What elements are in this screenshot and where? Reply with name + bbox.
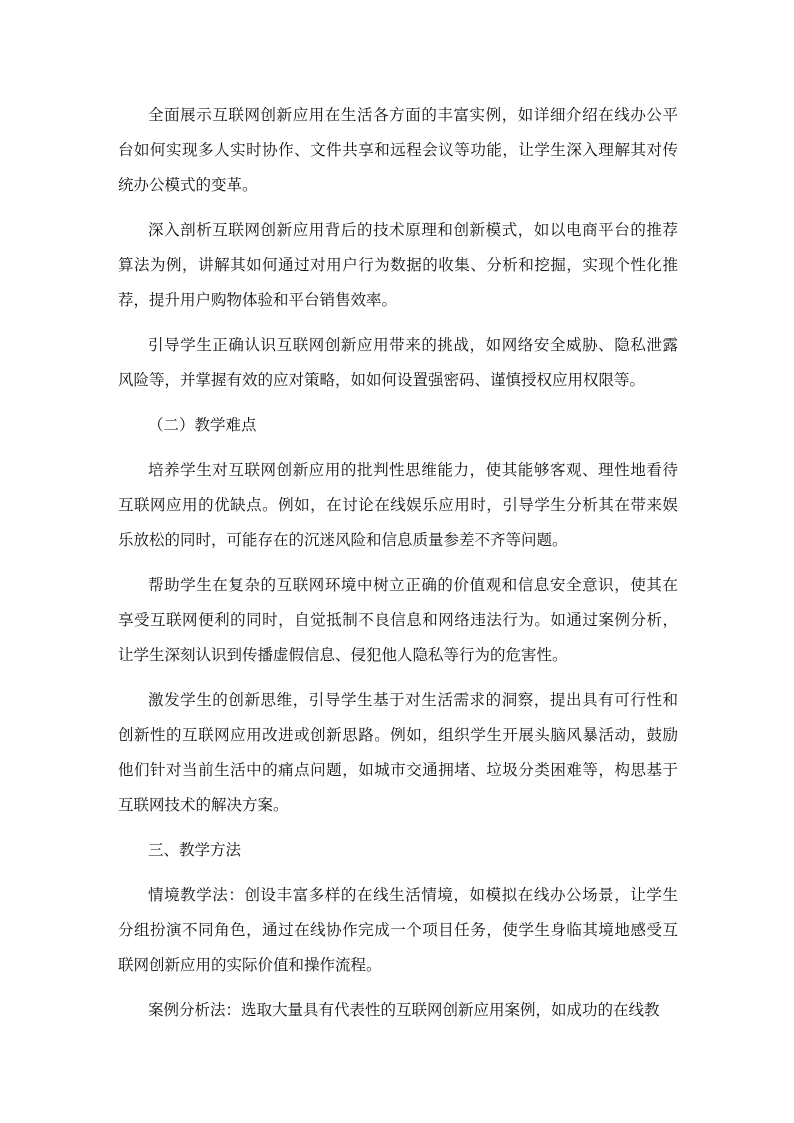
paragraph-line: 荐，提升用户购物体验和平台销售效率。 [118,291,398,309]
paragraph-line: 联网创新应用的实际价值和操作流程。 [118,956,382,974]
paragraph-line: 风险等，并掌握有效的应对策略，如如何设置强密码、谨慎授权应用权限等。 [118,371,646,389]
paragraph-line: 全面展示互联网创新应用在生活各方面的丰富实例，如详细介绍在线办公平 [148,106,678,124]
paragraph-line: 激发学生的创新思维，引导学生基于对生活需求的洞察，提出具有可行性和 [148,691,678,709]
body-paragraph [118,328,678,398]
paragraph-line: 帮助学生在复杂的互联网环境中树立正确的价值观和信息安全意识，使其在 [148,576,678,594]
paragraph-line: 统办公模式的变革。 [118,176,258,194]
paragraph-line: 让学生深刻认识到传播虚假信息、侵犯他人隐私等行为的危害性。 [118,646,568,664]
paragraph-line: 台如何实现多人实时协作、文件共享和远程会议等功能，让学生深入理解其对传 [118,141,678,159]
paragraph-line: 深入剖析互联网创新应用背后的技术原理和创新模式，如以电商平台的推荐 [148,221,678,239]
body-paragraph [118,878,678,983]
paragraph-line: 他们针对当前生活中的痛点问题，如城市交通拥堵、垃圾分类困难等，构思基于 [118,761,678,779]
paragraph-line: 互联网应用的优缺点。例如，在讨论在线娱乐应用时，引导学生分析其在带来娱 [118,496,678,514]
document-body [118,98,678,1038]
paragraph-line: 算法为例，讲解其如何通过对用户行为数据的收集、分析和挖掘，实现个性化推 [118,256,678,274]
body-paragraph [118,98,678,203]
section-heading [118,408,678,443]
paragraph-line: 引导学生正确认识互联网创新应用带来的挑战，如网络安全威胁、隐私泄露 [148,336,678,354]
section-heading [118,833,678,868]
paragraph-line: 创新性的互联网应用改进或创新思路。例如，组织学生开展头脑风暴活动，鼓励 [118,726,678,744]
body-paragraph [118,213,678,318]
paragraph-line: 享受互联网便利的同时，自觉抵制不良信息和网络违法行为。如通过案例分析， [118,611,678,629]
paragraph-line: 乐放松的同时，可能存在的沉迷风险和信息质量参差不齐等问题。 [118,531,568,549]
heading-text: 三、教学方法 [148,841,242,859]
paragraph-line: 情境教学法：创设丰富多样的在线生活情境，如模拟在线办公场景，让学生 [148,886,678,904]
body-paragraph [118,568,678,673]
paragraph-line: 分组扮演不同角色，通过在线协作完成一个项目任务，使学生身临其境地感受互 [118,921,678,939]
body-paragraph [118,683,678,823]
body-paragraph [118,993,678,1028]
heading-text: （二）教学难点 [148,416,257,434]
paragraph-line: 培养学生对互联网创新应用的批判性思维能力，使其能够客观、理性地看待 [148,461,678,479]
paragraph-line: 互联网技术的解决方案。 [118,796,289,814]
body-paragraph [118,453,678,558]
paragraph-line: 案例分析法：选取大量具有代表性的互联网创新应用案例，如成功的在线教 [148,1001,660,1019]
